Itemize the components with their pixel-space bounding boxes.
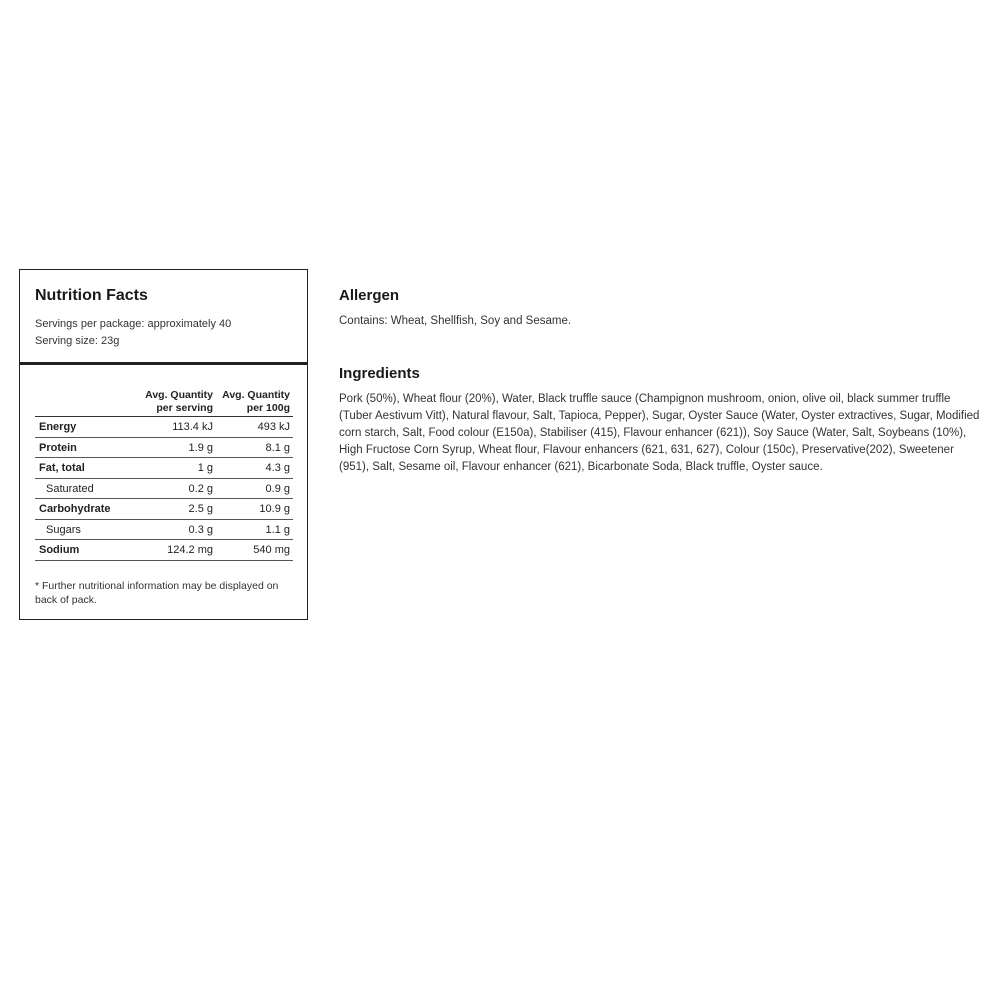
row-name: Sugars: [46, 523, 81, 536]
servings-per-package: Servings per package: approximately 40: [35, 318, 232, 330]
row-per-100g: 1.1 g: [265, 523, 290, 536]
row-name: Saturated: [46, 482, 94, 495]
row-per-serving: 1.9 g: [188, 441, 213, 454]
ingredients-text: Pork (50%), Wheat flour (20%), Water, Black truffle sauce (Champignon mushroom, onion, olive oil, black summer truffle (Tuber Aestivum Vitt), Natural flavour, Salt, Tapioca, Pepper), Sugar, Oyster Sauce (Water, Oyster extractives, Sugar, Modified corn starch, Salt, Food colour (E150a), Stabiliser (415), Flavour enhancer (621)), Soy Sauce (Water, Salt, Soybeans (10%), High Fructose Corn Syrup, Wheat flour, Flavour enhancers (621, 631, 627), Colour (150c), Preservative(202), Sweetener (951), Salt, Sesame oil, Flavour enhancer (621), Bicarbonate Soda, Black truffle, Oyster sauce.: [339, 393, 980, 473]
row-per-serving: 0.2 g: [188, 482, 213, 495]
nutrition-facts-panel: [19, 269, 308, 620]
row-name: Protein: [39, 441, 77, 454]
nutrition-table: [35, 389, 293, 561]
row-per-100g: 0.9 g: [265, 482, 290, 495]
table-row: [35, 540, 293, 561]
per-100g-header-line1: Avg. Quantity: [222, 389, 290, 401]
table-row: [35, 438, 293, 459]
row-name: Energy: [39, 421, 77, 433]
row-per-serving: 2.5 g: [188, 503, 213, 515]
row-name: Sodium: [39, 544, 80, 556]
allergen-title: Allergen: [339, 287, 400, 304]
ingredients-title: Ingredients: [339, 365, 420, 382]
row-name: Carbohydrate: [39, 503, 111, 515]
per-100g-header: [222, 389, 290, 415]
table-row: [35, 499, 293, 520]
row-per-serving: 1 g: [197, 462, 213, 474]
row-per-serving: 113.4 kJ: [172, 421, 213, 433]
table-row: [35, 417, 293, 438]
row-per-100g: 540 mg: [253, 544, 290, 556]
per-serving-header-line1: Avg. Quantity: [145, 389, 213, 401]
table-row: [35, 458, 293, 479]
nutrition-title: Nutrition Facts: [35, 287, 148, 304]
nutrition-header: [20, 270, 307, 365]
table-row: [35, 479, 293, 500]
serving-size: Serving size: 23g: [35, 335, 120, 347]
row-per-serving: 124.2 mg: [167, 544, 213, 556]
row-per-100g: 10.9 g: [259, 503, 290, 515]
row-per-100g: 8.1 g: [265, 441, 290, 454]
table-row: [35, 520, 293, 541]
per-serving-header-line2: per serving: [156, 402, 213, 414]
nutrition-table-header: [35, 389, 293, 417]
per-100g-header-line2: per 100g: [246, 402, 290, 414]
nutrition-footnote: * Further nutritional information may be displayed on back of pack.: [35, 580, 279, 606]
row-per-100g: 493 kJ: [257, 421, 290, 433]
row-per-serving: 0.3 g: [188, 523, 213, 536]
per-serving-header: [145, 389, 213, 415]
allergen-text: Contains: Wheat, Shellfish, Soy and Sesame.: [339, 315, 572, 327]
row-name: Fat, total: [39, 462, 85, 474]
row-per-100g: 4.3 g: [265, 462, 290, 474]
